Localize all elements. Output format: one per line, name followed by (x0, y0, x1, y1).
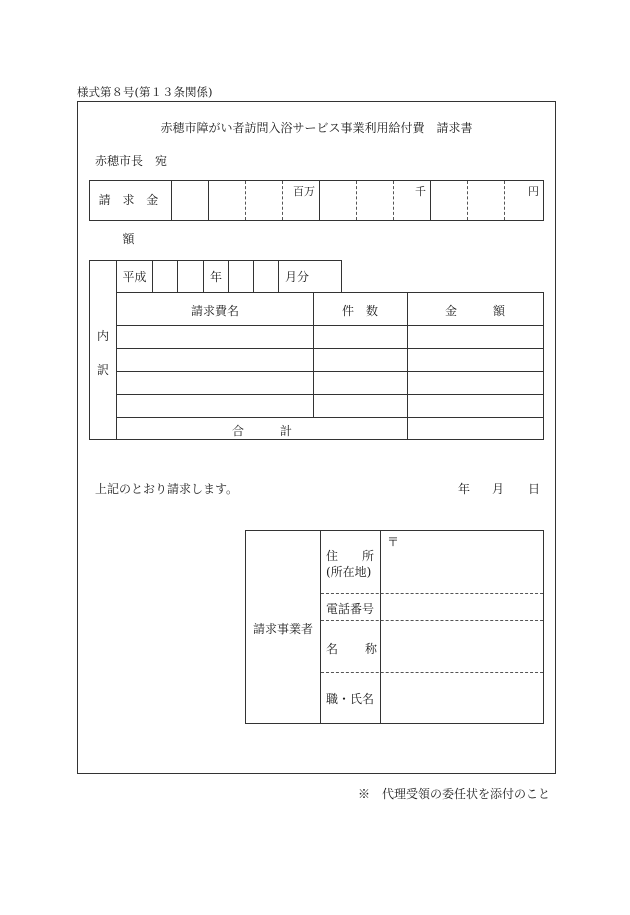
total-amount-cell[interactable] (408, 418, 543, 439)
amount-digit-cell[interactable] (209, 181, 246, 220)
form-title: 赤穂市障がい者訪問入浴サービス事業利用給付費 請求書 (160, 121, 473, 135)
total-label: 合 計 (231, 424, 292, 438)
row-divider (321, 593, 543, 594)
table-row[interactable] (117, 395, 313, 417)
phone-field[interactable] (382, 595, 542, 619)
breakdown-table (117, 292, 544, 440)
month-digit-1[interactable] (229, 261, 254, 293)
form-number: 様式第８号(第１３条関係) (77, 85, 213, 99)
address-field[interactable] (382, 547, 542, 591)
unit-thousand: 千 (415, 185, 426, 198)
amount-digit-cell[interactable] (357, 181, 394, 220)
amount-digit-cell[interactable] (468, 181, 505, 220)
unit-yen: 円 (528, 185, 539, 198)
amount-digit-cell[interactable] (431, 181, 468, 220)
month-digit-2[interactable] (254, 261, 279, 293)
row-divider (321, 620, 543, 621)
month-label: 月分 (284, 270, 309, 284)
amount-digit-cell-thousand[interactable] (394, 181, 431, 220)
col-header-count: 件 数 (341, 304, 378, 318)
table-row[interactable] (117, 372, 313, 394)
breakdown-side-label (89, 260, 117, 440)
year-label: 年 (204, 261, 229, 293)
claimant-label: 請求事業者 (252, 622, 313, 636)
breakdown-side-top: 内 (96, 329, 109, 343)
row-divider (321, 672, 543, 673)
date-year: 年 (458, 482, 471, 496)
era-row (117, 260, 342, 293)
request-statement: 上記のとおり請求します。 (95, 482, 239, 496)
address-label: 住 所 (326, 549, 375, 563)
era-year-digit-1[interactable] (153, 261, 178, 293)
representative-field[interactable] (382, 674, 542, 722)
unit-million: 百万 (293, 185, 315, 198)
era-label: 平成 (117, 261, 153, 293)
era-year-digit-2[interactable] (178, 261, 204, 293)
breakdown-section (89, 260, 544, 440)
col-header-amount: 金 額 (444, 304, 505, 318)
address-sublabel: (所在地) (326, 565, 372, 579)
table-row[interactable] (117, 326, 313, 348)
amount-digit-cell[interactable] (320, 181, 357, 220)
col-divider (380, 531, 381, 723)
addressee: 赤穂市長 宛 (95, 154, 168, 168)
date-day: 日 (528, 482, 541, 496)
breakdown-side-bottom: 訳 (96, 363, 109, 377)
amount-box (89, 180, 544, 246)
amount-digit-cell-yen[interactable] (505, 181, 543, 220)
phone-label: 電話番号 (326, 602, 375, 616)
table-row[interactable] (117, 349, 313, 371)
amount-digit-cell[interactable] (172, 181, 209, 220)
amount-digit-cell-million[interactable] (283, 181, 320, 220)
amount-label: 請 求 金 額 (90, 181, 172, 220)
name-label-second: 称 (365, 642, 378, 656)
claimant-box (245, 530, 544, 724)
company-name-field[interactable] (382, 622, 542, 671)
name-label-first: 名 (326, 642, 339, 656)
footnote: ※ 代理受領の委任状を添付のこと (358, 787, 551, 801)
postal-mark: 〒 (387, 535, 400, 549)
amount-digit-cell[interactable] (246, 181, 283, 220)
date-month: 月 (492, 482, 505, 496)
col-divider (320, 531, 321, 723)
representative-label: 職・氏名 (326, 692, 375, 706)
col-header-name: 請求費名 (190, 304, 239, 318)
